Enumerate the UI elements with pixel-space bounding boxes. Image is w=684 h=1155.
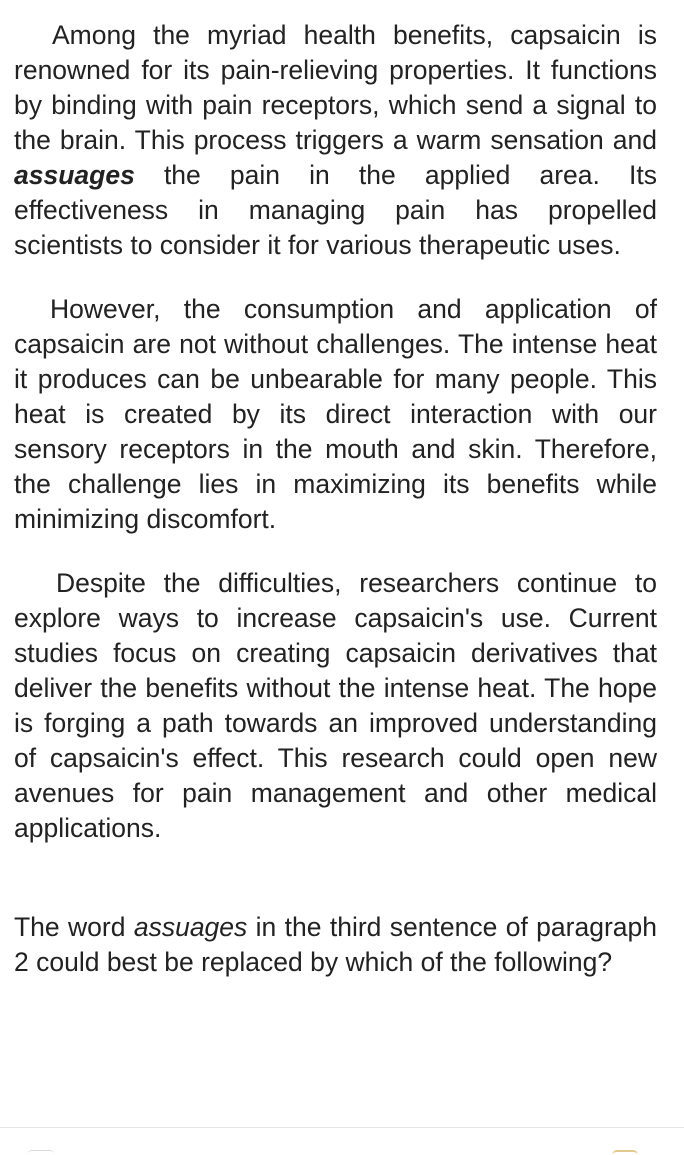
answer-options-area [0,1128,684,1153]
question-prompt [14,910,657,980]
question-suffix: in the third sentence of paragraph 2 could best be replaced by which of the following? [14,912,657,977]
reading-passage [14,18,657,980]
passage-paragraph-1 [14,18,657,263]
question-word: assuages [133,912,248,942]
paragraph-1-text-before: Among the myriad health benefits, capsaicin is renowned for its pain-relieving properties. It functions by binding with pain receptors, which send a signal to the brain. This process triggers a warm sensation and [14,20,657,155]
question-prefix: The word [14,912,134,942]
paragraph-1-text-after: the pain in the applied area. Its effectiveness in managing pain has propelled scientists to consider it for various therapeutic uses. [14,160,657,260]
passage-paragraph-3: Despite the difficulties, researchers continue to explore ways to increase capsaicin's use. Current studies focus on creating capsaicin derivatives that deliver the benefits without the intense heat. The hope is forging a path towards an improved understanding of capsaicin's effect. This research could open new avenues for pain management and other medical applications. [14,568,657,843]
answer-option-left-edge[interactable] [28,1150,54,1154]
passage-paragraph-2: However, the consumption and application of capsaicin are not without challenges. The intense heat it produces can be unbearable for many people. This heat is created by its direct interaction with our sensory receptors in the mouth and skin. Therefore, the challenge lies in maximizing its benefits while minimizing discomfort. [14,294,657,534]
highlighted-word: assuages [14,160,135,190]
